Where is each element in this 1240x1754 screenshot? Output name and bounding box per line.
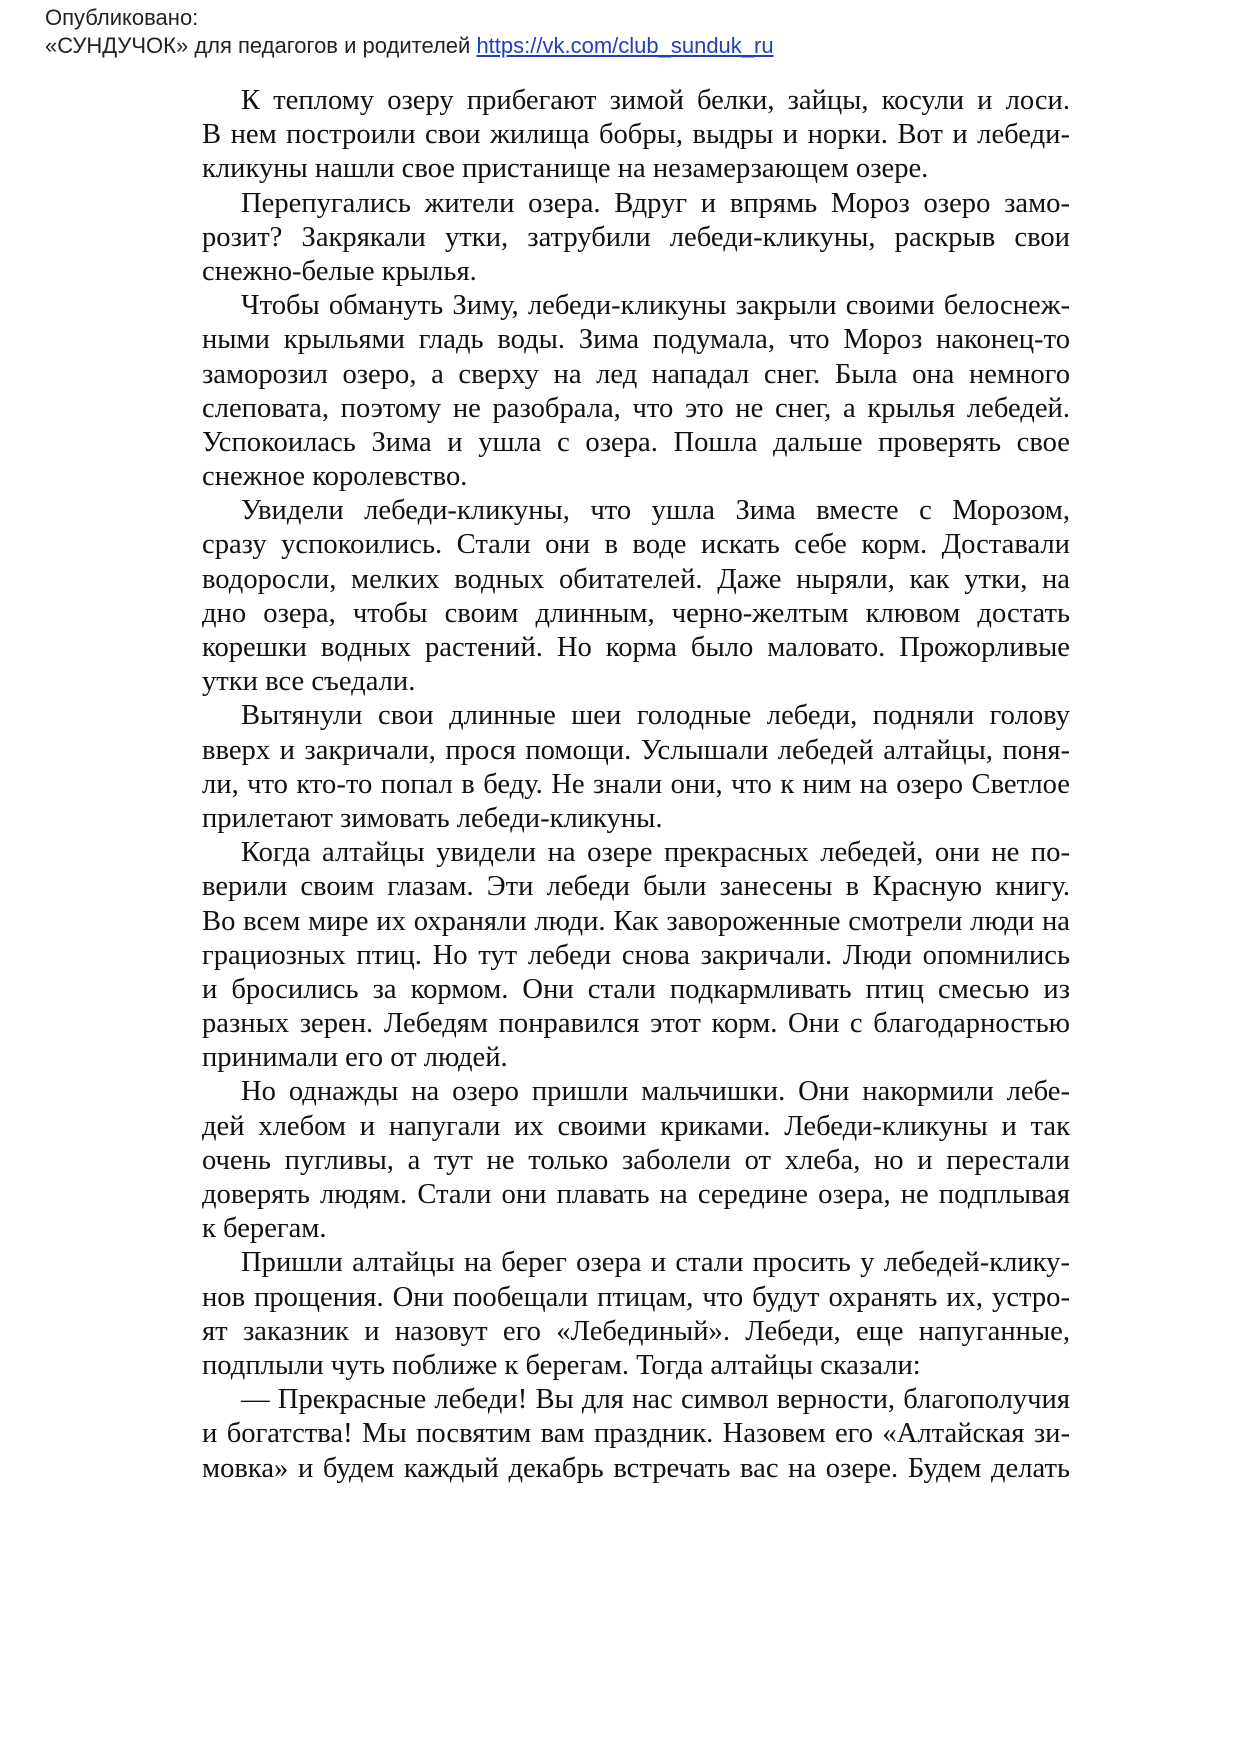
text-line: дей хлебом и напугали их своими криками. Лебеди-кликуны и так [202,1110,1070,1142]
text-line: утки все съедали. [202,666,416,698]
text-line: мовка» и будем каждый декабрь встречать вас на озере. Будем делать [202,1452,1070,1484]
text-line: заморозил озеро, а сверху на лед нападал снег. Была она немного [202,358,1070,390]
paragraph [202,84,1070,187]
text-line: вверх и закричали, прося помощи. Услышали лебедей алтайцы, поня- [202,734,1070,766]
paragraph [202,1383,1070,1486]
text-line: дно озера, чтобы своим длинным, черно-желтым клювом достать [202,597,1070,629]
text-line: принимали его от людей. [202,1042,508,1074]
paragraph [202,1246,1070,1383]
text-line: к берегам. [202,1213,327,1245]
publisher-text: «СУНДУЧОК» для педагогов и родителей [45,33,477,58]
text-line: и богатства! Мы посвятим вам праздник. Назовем его «Алтайская зи- [202,1418,1070,1450]
text-line: Но однажды на озеро пришли мальчишки. Они накормили лебе- [241,1076,1070,1108]
text-line: В нем построили свои жилища бобры, выдры и норки. Вот и лебеди- [202,119,1070,151]
text-line: водоросли, мелких водных обитателей. Даже ныряли, как утки, на [202,563,1070,595]
text-line: кликуны нашли свое пристанище на незамерзающем озере. [202,153,929,185]
text-line: и бросились за кормом. Они стали подкармливать птиц смесью из [202,973,1070,1005]
text-line: — Прекрасные лебеди! Вы для нас символ верности, благополучия [241,1384,1070,1416]
text-line: слеповата, поэтому не разобрала, что это не снег, а крылья лебедей. [202,392,1070,424]
paragraph [202,1075,1070,1246]
text-line: грациозных птиц. Но тут лебеди снова закричали. Люди опомнились [202,939,1070,971]
text-line: Успокоилась Зима и ушла с озера. Пошла дальше проверять свое [202,426,1070,458]
text-line: Вытянули свои длинные шеи голодные лебеди, подняли голову [241,700,1070,732]
text-line: разных зерен. Лебедям понравился этот корм. Они с благодарностью [202,1008,1070,1040]
text-line: подплыли чуть поближе к берегам. Тогда алтайцы сказали: [202,1349,921,1381]
publication-header [45,4,774,60]
text-line: нов прощения. Они пообещали птицам, что будут охранять их, устро- [202,1281,1070,1313]
published-label: Опубликовано: [45,5,199,30]
text-line: прилетают зимовать лебеди-кликуны. [202,802,663,834]
paragraph [202,289,1070,494]
text-line: снежное королевство. [202,461,468,493]
publisher-line [45,32,774,60]
text-line: ят заказник и назовут его «Лебединый». Лебеди, еще напуганные, [202,1315,1070,1347]
story-text [202,84,1070,1486]
text-line: розит? Закрякали утки, затрубили лебеди-кликуны, раскрыв свои [202,221,1070,253]
text-line: Перепугались жители озера. Вдруг и впрямь Мороз озеро замо- [241,187,1070,219]
text-line: доверять людям. Стали они плавать на середине озера, не подплывая [202,1179,1070,1210]
text-line: очень пугливы, а тут не только заболели от хлеба, но и перестали [202,1144,1070,1176]
paragraph [202,494,1070,699]
text-line: снежно-белые крылья. [202,255,477,287]
text-line: сразу успокоились. Стали они в воде искать себе корм. Доставали [202,529,1070,561]
text-line: К теплому озеру прибегают зимой белки, зайцы, косули и лоси. [241,85,1070,116]
text-line: ли, что кто-то попал в беду. Не знали они, что к ним на озеро Светлое [202,768,1070,800]
text-line: Пришли алтайцы на берег озера и стали просить у лебедей-клику- [241,1247,1070,1279]
paragraph [202,187,1070,290]
text-line: Увидели лебеди-кликуны, что ушла Зима вместе с Морозом, [241,495,1070,527]
vk-club-link[interactable]: https://vk.com/club_sunduk_ru [476,33,774,58]
paragraph [202,699,1070,836]
text-line: корешки водных растений. Но корма было маловато. Прожорливые [202,632,1070,663]
text-line: Когда алтайцы увидели на озере прекрасных лебедей, они не по- [241,837,1070,869]
text-line: Чтобы обмануть Зиму, лебеди-кликуны закрыли своими белоснеж- [241,290,1070,322]
paragraph [202,836,1070,1075]
text-line: Во всем мире их охраняли люди. Как завороженные смотрели люди на [202,905,1070,937]
text-line: ными крыльями гладь воды. Зима подумала, что Мороз наконец-то [202,324,1070,356]
text-line: верили своим глазам. Эти лебеди были занесены в Красную книгу. [202,871,1070,903]
